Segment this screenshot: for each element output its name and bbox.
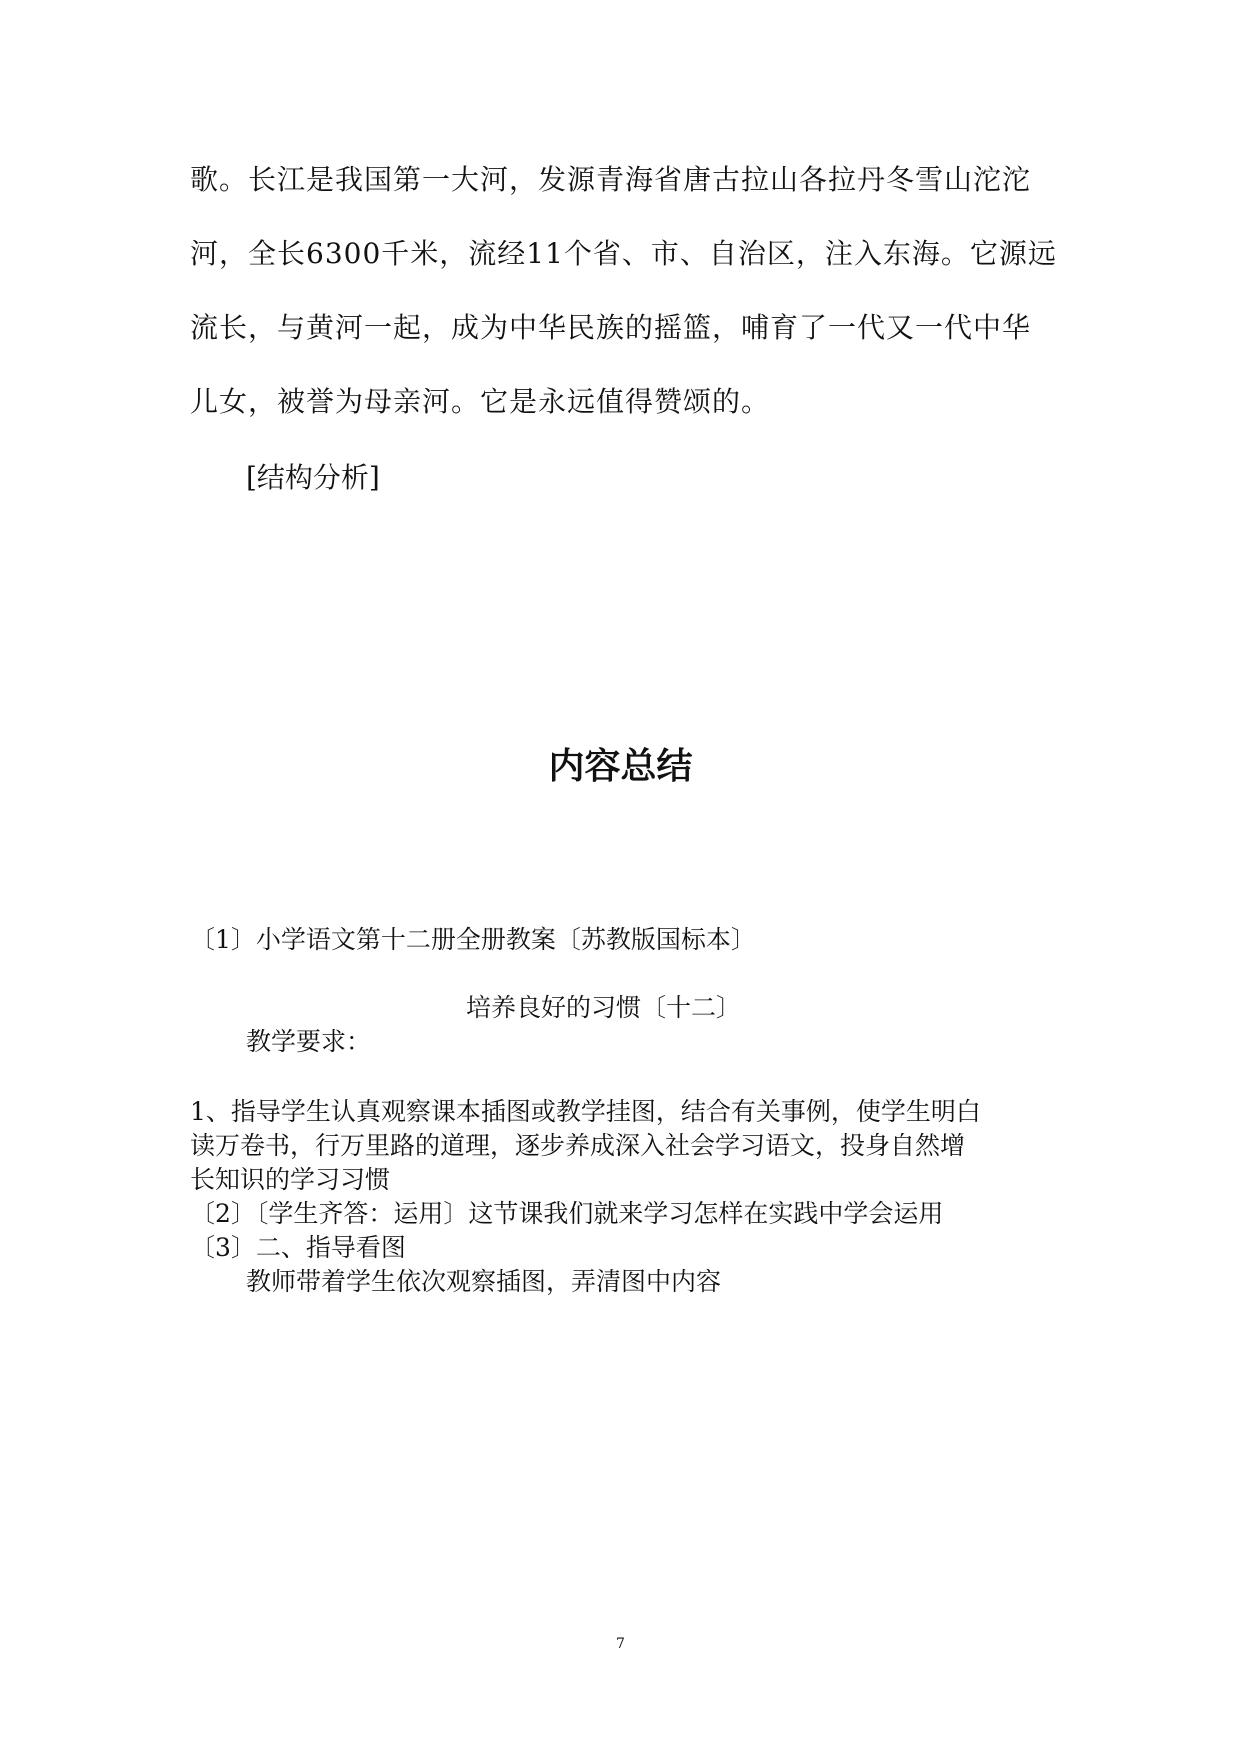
body-text-line-1: 歌。长江是我国第一大河，发源青海省唐古拉山各拉丹冬雪山沱沱 <box>190 163 1032 196</box>
summary-item-3: 〔3〕二、指导看图 <box>190 1233 406 1262</box>
structure-analysis-label: [结构分析] <box>246 461 380 494</box>
body-text-line-2: 河，全长6300千米，流经11个省、市、自治区，注入东海。它源远 <box>190 237 1057 270</box>
requirements-label: 教学要求： <box>246 1027 372 1056</box>
body-text-line-4: 儿女，被誉为母亲河。它是永远值得赞颂的。 <box>190 385 771 418</box>
summary-item-3-detail: 教师带着学生依次观察插图，弄清图中内容 <box>246 1267 722 1296</box>
requirement-line-2: 读万卷书，行万里路的道理，逐步养成深入社会学习语文，投身自然增 <box>190 1131 966 1160</box>
requirement-line-3: 长知识的学习习惯 <box>190 1165 391 1194</box>
body-text-line-3: 流长，与黄河一起，成为中华民族的摇篮，哺育了一代又一代中华 <box>190 311 1032 344</box>
summary-item-2: 〔2〕〔学生齐答：运用〕这节课我们就来学习怎样在实践中学会运用 <box>190 1199 944 1228</box>
requirement-line-1: 1、指导学生认真观察课本插图或教学挂图，结合有关事例，使学生明白 <box>190 1097 981 1126</box>
section-title: 内容总结 <box>548 745 693 787</box>
summary-item-1: 〔1〕小学语文第十二册全册教案〔苏教版国标本〕 <box>190 925 756 954</box>
page-number: 7 <box>616 1636 625 1652</box>
lesson-title: 培养良好的习惯〔十二〕 <box>466 993 742 1022</box>
